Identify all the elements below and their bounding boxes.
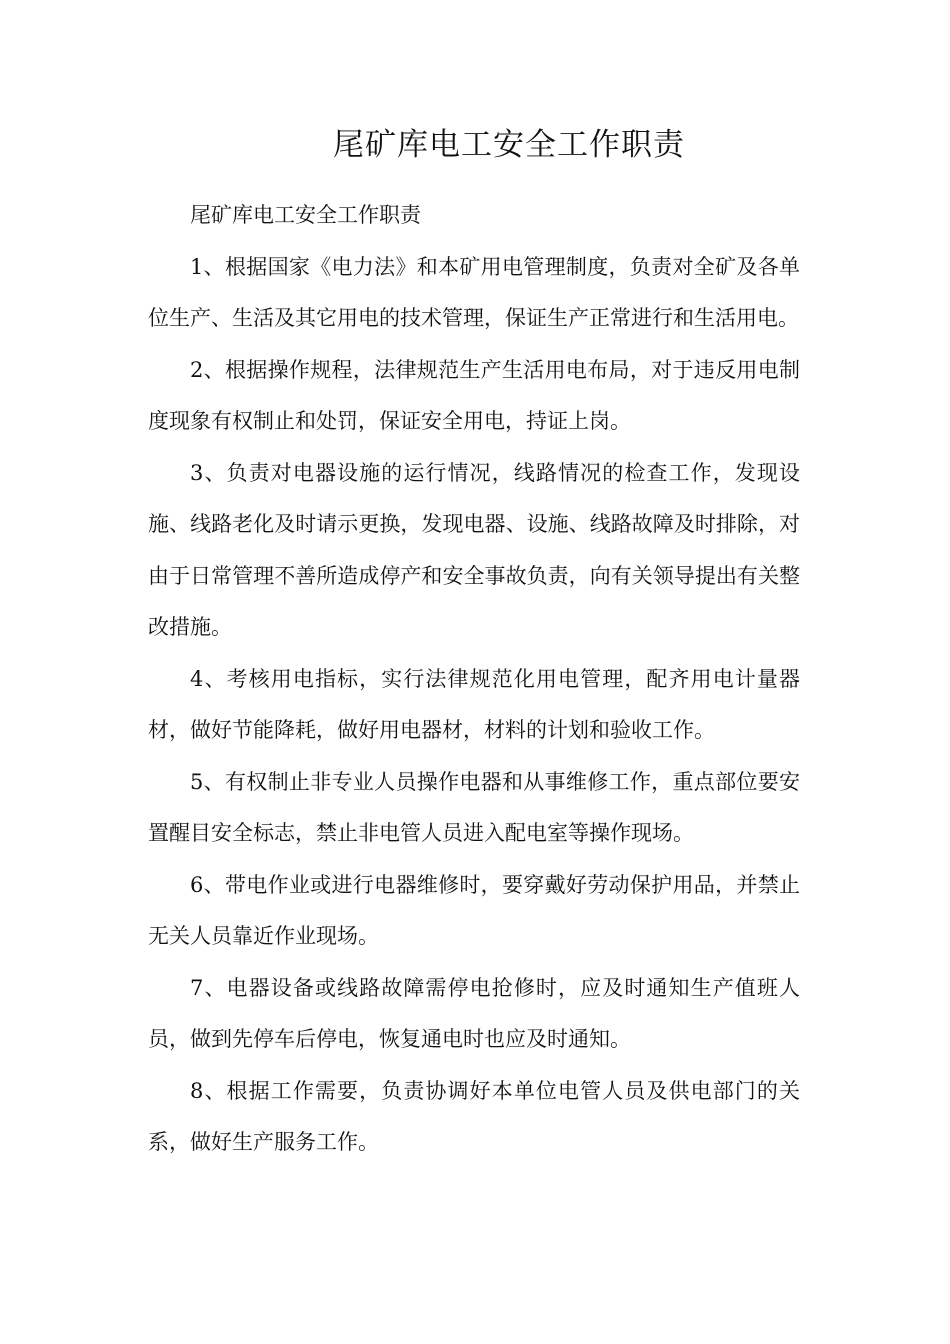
paragraph-item-2: 2、根据操作规程，法律规范生产生活用电布局，对于违反用电制度现象有权制止和处罚，保证安全用电，持证上岗。: [148, 357, 800, 433]
paragraph-item-5: 5、有权制止非专业人员操作电器和从事维修工作，重点部位要安置醒目安全标志，禁止非电管人员进入配电室等操作现场。: [148, 769, 800, 845]
document-body: [148, 190, 800, 1169]
paragraph-item-7: 7、电器设备或线路故障需停电抢修时，应及时通知生产值班人员，做到先停车后停电，恢复通电时也应及时通知。: [148, 975, 800, 1051]
page-title: 尾矿库电工安全工作职责: [333, 127, 685, 163]
paragraph-subtitle: 尾矿库电工安全工作职责: [190, 203, 421, 227]
paragraph-item-6: 6、带电作业或进行电器维修时，要穿戴好劳动保护用品，并禁止无关人员靠近作业现场。: [148, 872, 800, 948]
paragraph-item-3: 3、负责对电器设施的运行情况，线路情况的检查工作，发现设施、线路老化及时请示更换，发现电器、设施、线路故障及时排除，对由于日常管理不善所造成停产和安全事故负责，向有关领导提出有关整改措施。: [148, 460, 800, 639]
paragraph-item-8: 8、根据工作需要，负责协调好本单位电管人员及供电部门的关系，做好生产服务工作。: [148, 1078, 800, 1154]
paragraph-item-4: 4、考核用电指标，实行法律规范化用电管理，配齐用电计量器材，做好节能降耗，做好用电器材，材料的计划和验收工作。: [148, 666, 800, 742]
paragraph-item-1: 1、根据国家《电力法》和本矿用电管理制度，负责对全矿及各单位生产、生活及其它用电的技术管理，保证生产正常进行和生活用电。: [148, 254, 800, 330]
